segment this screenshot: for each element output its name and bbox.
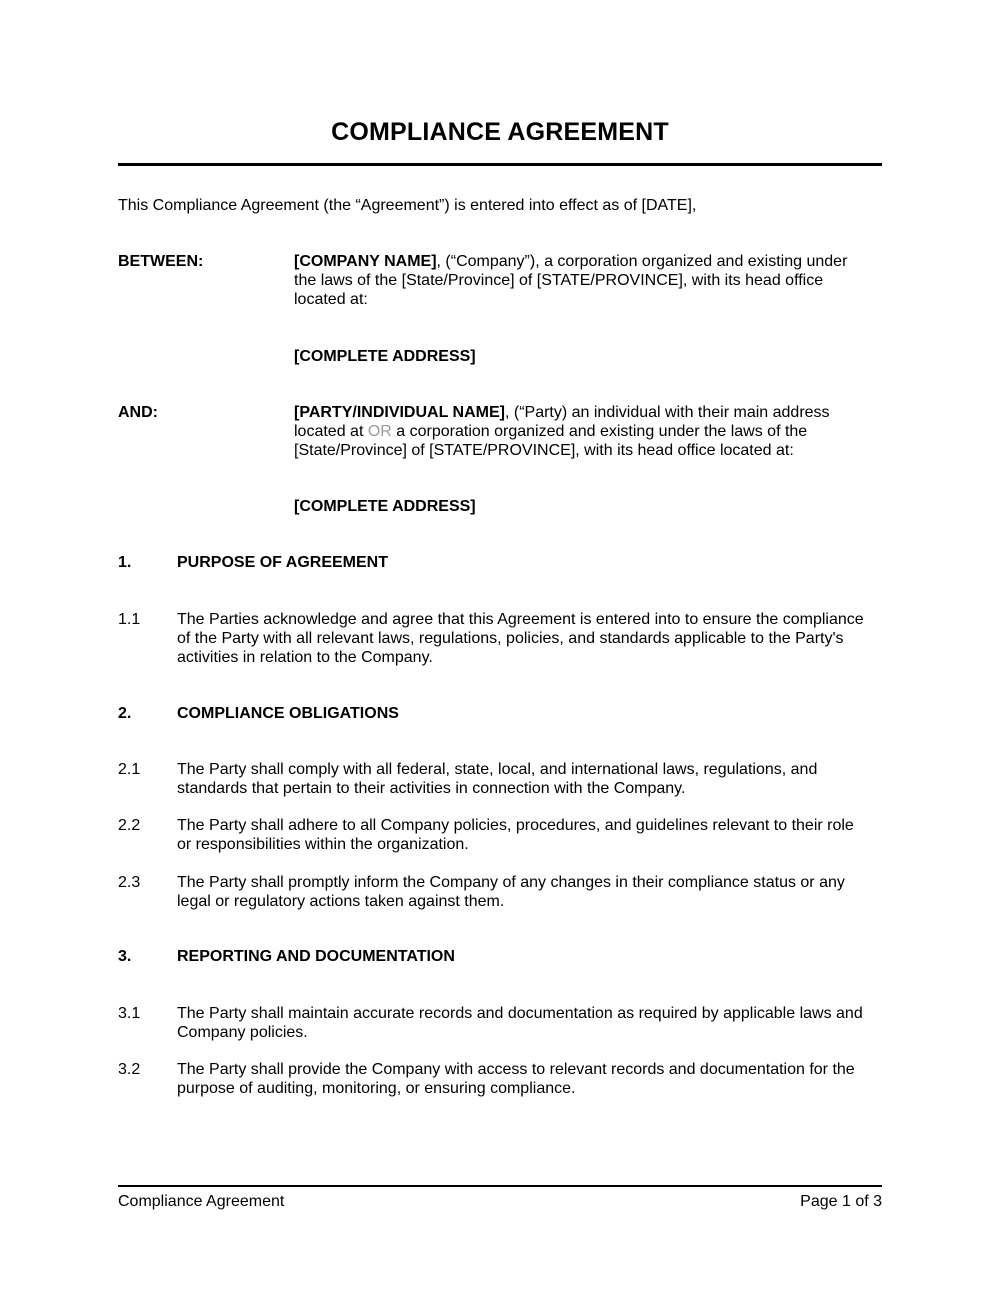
- clause-line: activities in relation to the Company.: [177, 649, 433, 666]
- section-heading-reporting: REPORTING AND DOCUMENTATION: [177, 948, 455, 965]
- document-title: COMPLIANCE AGREEMENT: [331, 118, 669, 146]
- clause-line: The Party shall provide the Company with access to relevant records and documentation for the: [177, 1061, 855, 1078]
- between-paragraph: [294, 252, 882, 309]
- between-address: [COMPLETE ADDRESS]: [294, 348, 476, 365]
- and-line-3: [State/Province] of [STATE/PROVINCE], with its head office located at:: [294, 442, 794, 459]
- clause-number: 2.2: [118, 817, 141, 834]
- clause-line: purpose of auditing, monitoring, or ensuring compliance.: [177, 1080, 576, 1097]
- clause-number: 1.1: [118, 611, 141, 628]
- and-line-2: [294, 422, 882, 441]
- section-number: 2.: [118, 705, 132, 722]
- clause-line: The Party shall maintain accurate records and documentation as required by applicable laws and: [177, 1005, 863, 1022]
- clause-number: 3.1: [118, 1005, 141, 1022]
- clause-number: 2.1: [118, 761, 141, 778]
- footer-divider: [118, 1185, 882, 1187]
- and-paragraph: [294, 403, 882, 460]
- between-line-2: the laws of the [State/Province] of [STATE/PROVINCE], with its head office: [294, 272, 824, 289]
- and-address: [COMPLETE ADDRESS]: [294, 498, 476, 515]
- footer-document-name: Compliance Agreement: [118, 1193, 285, 1210]
- clause-line: The Parties acknowledge and agree that this Agreement is entered into to ensure the compliance: [177, 611, 864, 628]
- between-line-1: [294, 252, 882, 271]
- clause-line: Company policies.: [177, 1024, 308, 1041]
- clause-line: or responsibilities within the organization.: [177, 836, 469, 853]
- and-line-2-post: a corporation organized and existing under the laws of the: [391, 423, 808, 440]
- section-number: 1.: [118, 554, 132, 571]
- section-number: 3.: [118, 948, 132, 965]
- clause-text: [177, 1004, 882, 1042]
- between-label: BETWEEN:: [118, 253, 204, 270]
- clause-text: [177, 1060, 882, 1098]
- and-label: AND:: [118, 404, 158, 421]
- clause-line: legal or regulatory actions taken against them.: [177, 893, 505, 910]
- clause-text: [177, 873, 882, 911]
- clause-line: The Party shall comply with all federal, state, local, and international laws, regulations, and: [177, 761, 818, 778]
- clause-number: 2.3: [118, 874, 141, 891]
- clause-text: [177, 816, 882, 854]
- party-name-placeholder: [PARTY/INDIVIDUAL NAME]: [294, 404, 505, 421]
- footer-page-number: Page 1 of 3: [800, 1193, 882, 1210]
- clause-number: 3.2: [118, 1061, 141, 1078]
- between-line-1-rest: , (“Company”), a corporation organized and existing under: [436, 253, 848, 270]
- clause-line: standards that pertain to their activities in connection with the Company.: [177, 780, 686, 797]
- section-heading-purpose: PURPOSE OF AGREEMENT: [177, 554, 388, 571]
- and-line-1-rest: , (“Party) an individual with their main address: [504, 404, 830, 421]
- clause-text: [177, 760, 882, 798]
- clause-line: The Party shall adhere to all Company policies, procedures, and guidelines relevant to their role: [177, 817, 854, 834]
- clause-line: The Party shall promptly inform the Company of any changes in their compliance status or any: [177, 874, 845, 891]
- company-name-placeholder: [COMPANY NAME]: [294, 253, 437, 270]
- and-line-1: [294, 403, 882, 422]
- and-line-2-pre: located at: [294, 423, 368, 440]
- clause-line: of the Party with all relevant laws, regulations, policies, and standards applicable to the Party's: [177, 630, 844, 647]
- intro-paragraph: This Compliance Agreement (the “Agreement”) is entered into effect as of [DATE],: [118, 197, 697, 214]
- between-line-3: located at:: [294, 291, 368, 308]
- clause-text: [177, 610, 882, 667]
- title-divider: [118, 163, 882, 166]
- section-heading-obligations: COMPLIANCE OBLIGATIONS: [177, 705, 399, 722]
- or-word: OR: [367, 423, 392, 440]
